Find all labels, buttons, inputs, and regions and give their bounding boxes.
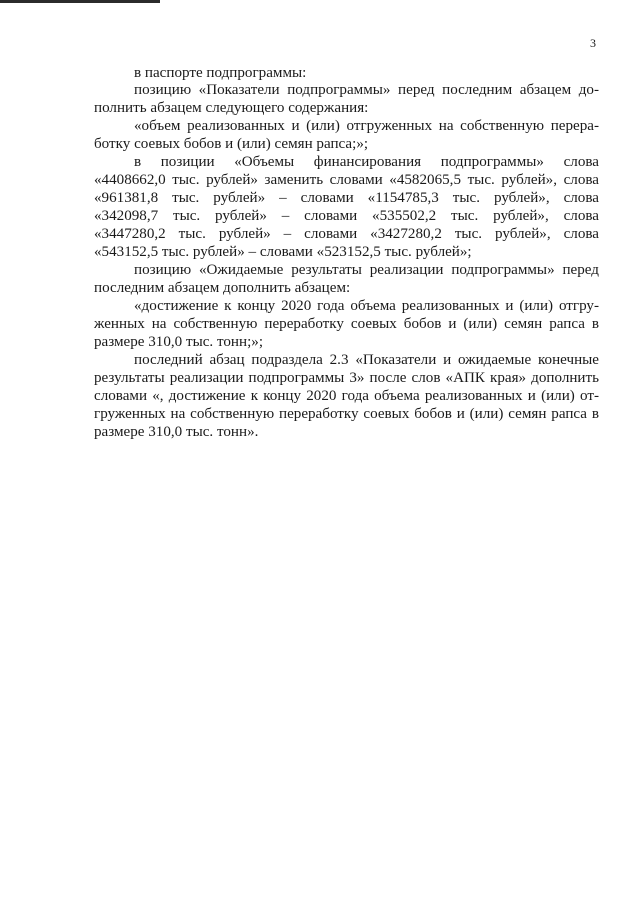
document-body [94,65,599,441]
text-line: «объем реализованных и (или) отгруженных на собственную перера- [134,118,599,134]
text-line: в позиции «Объемы финансирования подпрограммы» слова [134,154,599,170]
text-line: «961381,8 тыс. рублей» – словами «1154785,3 тыс. рублей», слова [94,190,599,206]
text-line: груженных на собственную переработку соевых бобов и (или) семян рапса в [94,406,599,422]
text-line: ботку соевых бобов и (или) семян рапса;»; [94,136,369,152]
page-number: 3 [590,36,596,50]
text-line: «достижение к концу 2020 года объема реализованных и (или) отгру- [134,298,599,314]
text-line: последним абзацем дополнить абзацем: [94,280,351,296]
text-line: в паспорте подпрограммы: [134,65,307,81]
text-line: размере 310,0 тыс. тонн;»; [94,334,264,350]
text-line: «342098,7 тыс. рублей» – словами «535502,2 тыс. рублей», слова [94,208,599,224]
text-line: «3447280,2 тыс. рублей» – словами «3427280,2 тыс. рублей», слова [94,226,599,242]
text-line: результаты реализации подпрограммы 3» после слов «АПК края» дополнить [94,370,599,386]
text-line: последний абзац подраздела 2.3 «Показатели и ожидаемые конечные [134,352,599,368]
text-line: полнить абзацем следующего содержания: [94,100,369,116]
scan-edge-line [0,0,160,3]
text-line: словами «, достижение к концу 2020 года объема реализованных и (или) от- [94,388,599,404]
text-line: позицию «Показатели подпрограммы» перед последним абзацем до- [134,82,599,98]
text-line: «543152,5 тыс. рублей» – словами «523152,5 тыс. рублей»; [94,244,472,260]
text-line: позицию «Ожидаемые результаты реализации подпрограммы» перед [134,262,599,278]
text-line: «4408662,0 тыс. рублей» заменить словами «4582065,5 тыс. рублей», слова [94,172,599,188]
text-line: женных на собственную переработку соевых бобов и (или) семян рапса в [94,316,599,332]
text-line: размере 310,0 тыс. тонн». [94,424,259,440]
